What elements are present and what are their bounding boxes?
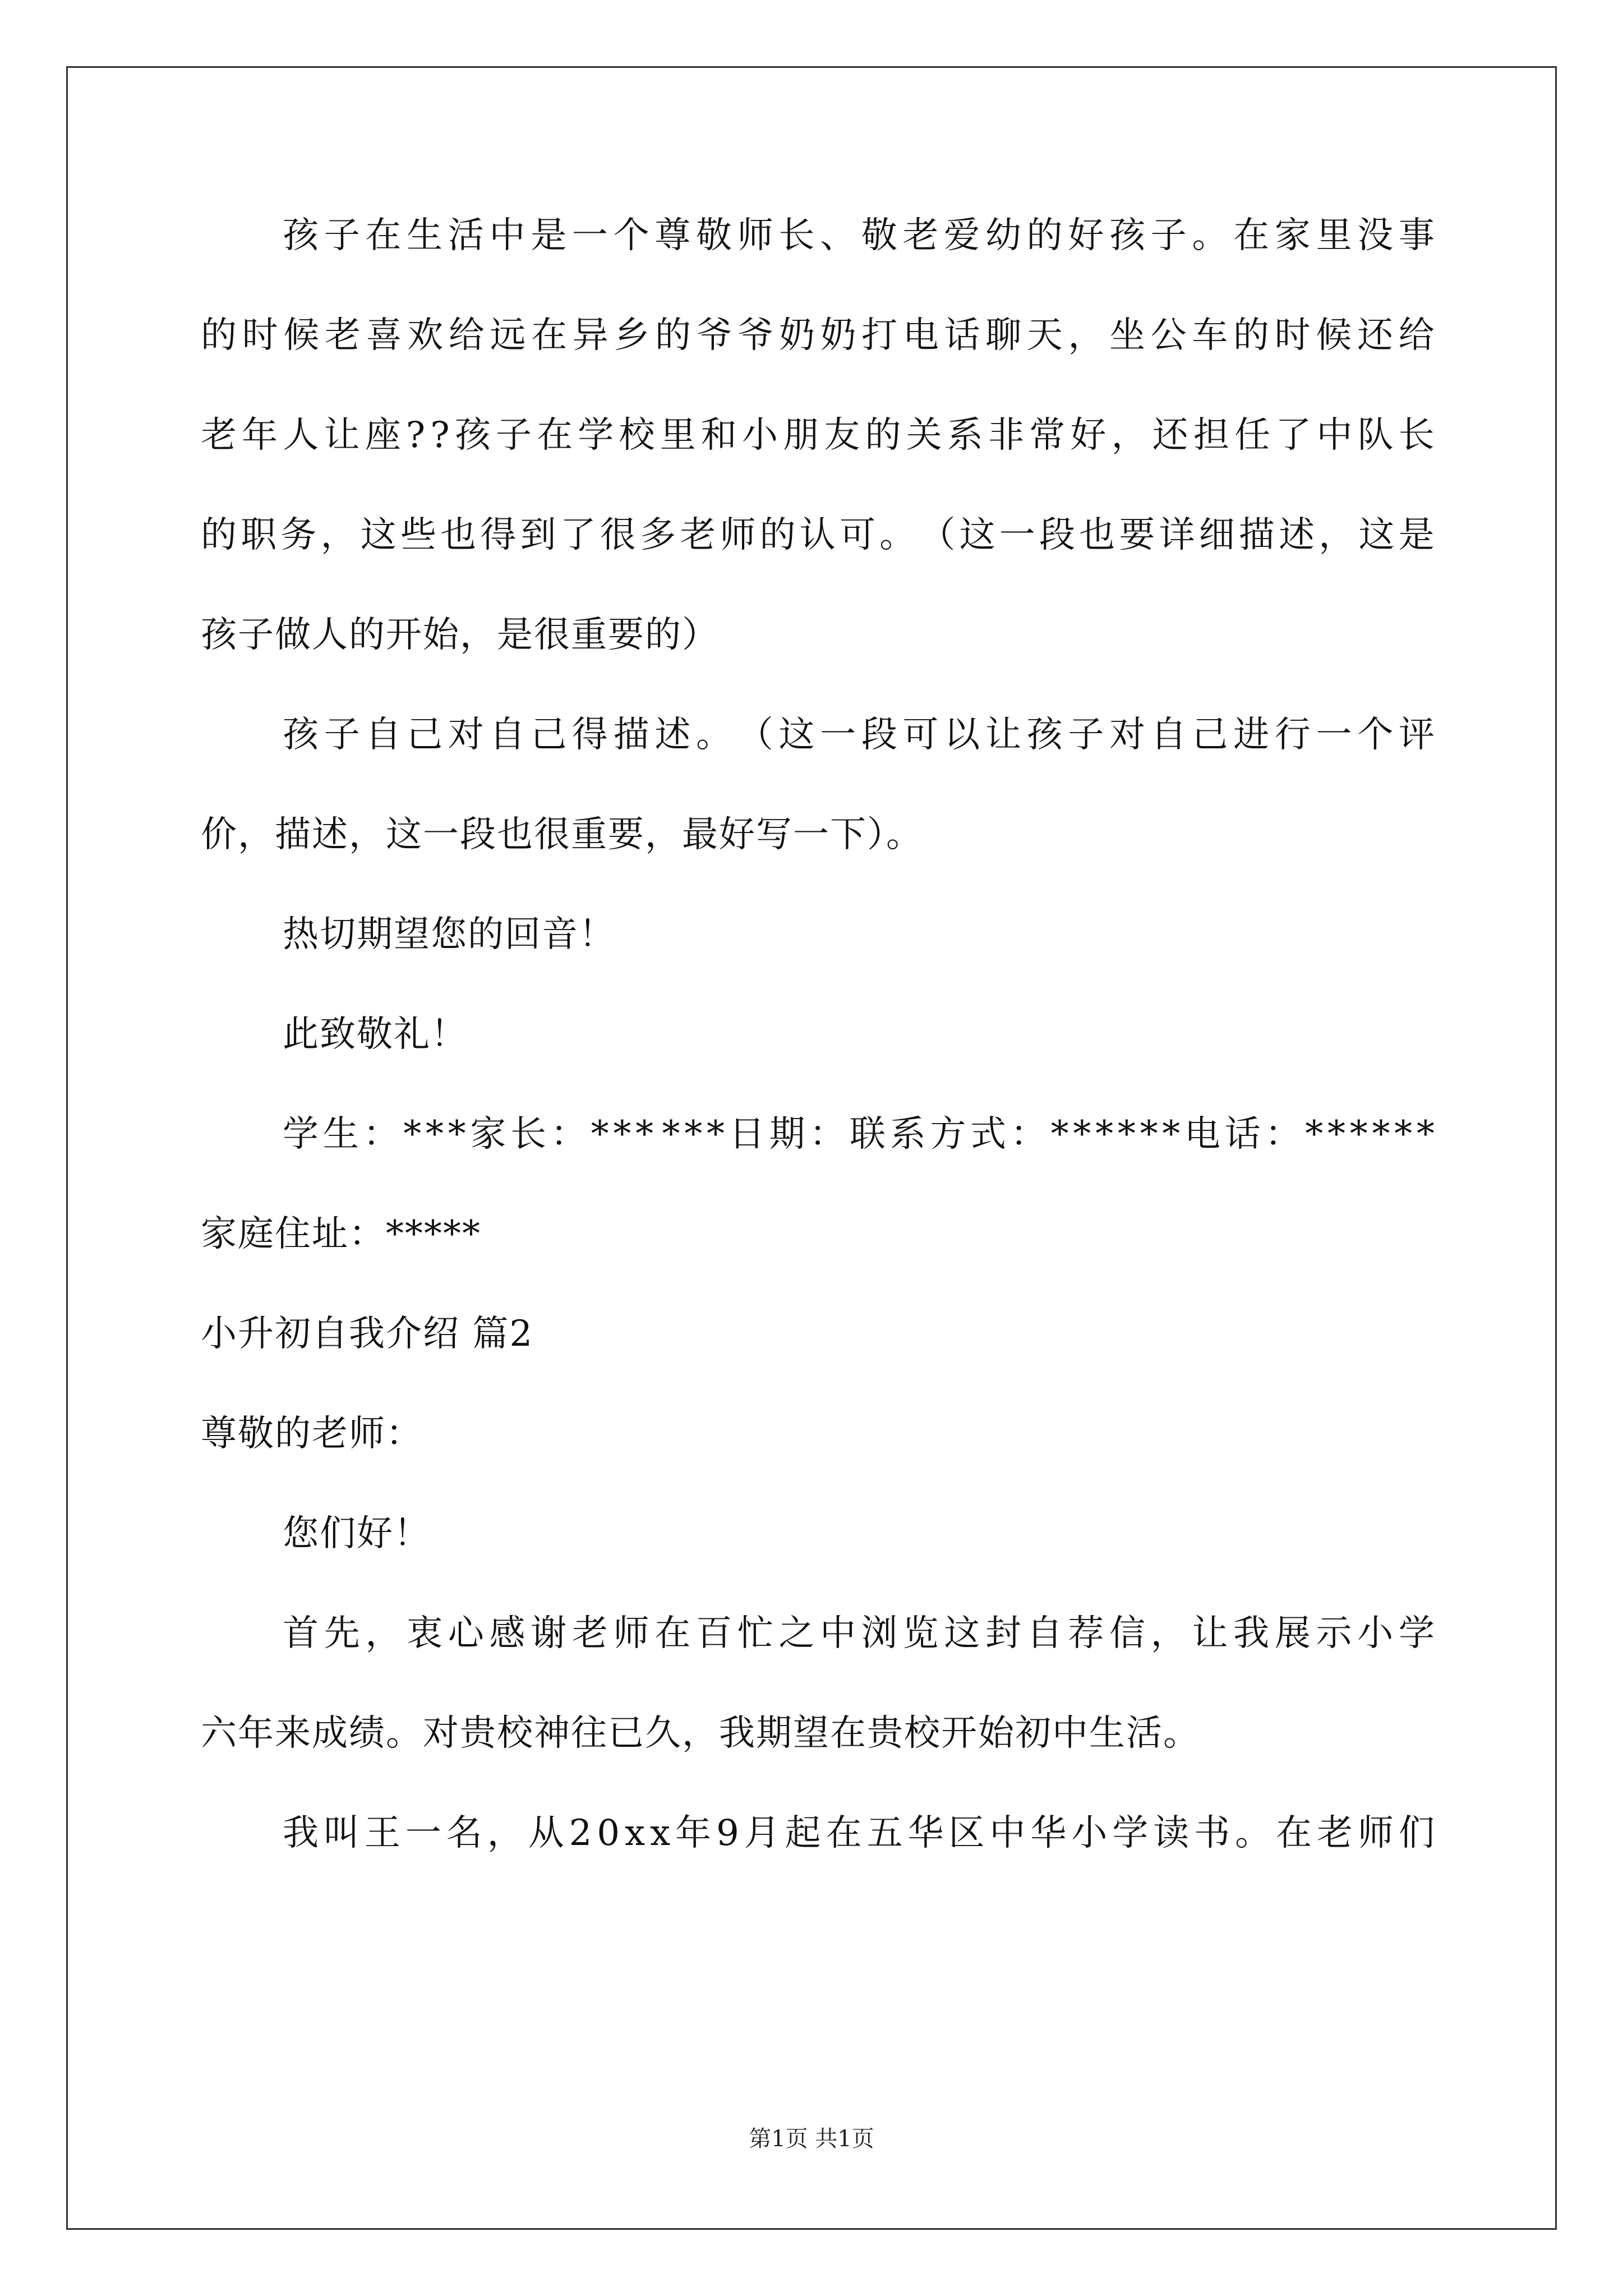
paragraph-line: 我 叫 王 一 名 ， 从 2 0 x x 年 9 月 起 在 五 华 区 中 华 小 学 读 书 。 在 老 师 们 — [283, 1812, 1435, 1854]
address-line: 家庭住址：***** — [201, 1213, 481, 1255]
paragraph-line: 孩 子 自 己 对 自 己 得 描 述 。 （ 这 一 段 可 以 让 孩 子 对 自 己 进 行 一 个 评 — [283, 714, 1435, 756]
paragraph-line: 的 职 务 ， 这 些 也 得 到 了 很 多 老 师 的 认 可 。 （ 这 一 段 也 要 详 细 描 述 ， 这 是 — [201, 514, 1435, 556]
paragraph-line: 六年来成绩。对贵校神往已久，我期望在贵校开始初中生活。 — [201, 1713, 1200, 1754]
paragraph-line: 的 时 候 老 喜 欢 给 远 在 异 乡 的 爷 爷 奶 奶 打 电 话 聊 天 ， 坐 公 车 的 时 候 还 给 — [201, 315, 1435, 356]
greeting-line: 尊敬的老师： — [201, 1413, 423, 1455]
paragraph-line: 首 先 ， 衷 心 感 谢 老 师 在 百 忙 之 中 浏 览 这 封 自 荐 信 ， 让 我 展 示 小 学 — [283, 1613, 1435, 1654]
closing-line: 热切期望您的回音！ — [283, 914, 616, 955]
document-body — [201, 215, 1435, 1915]
section-heading: 小升初自我介绍 篇2 — [201, 1313, 534, 1355]
paragraph-line: 价，描述，这一段也很重要，最好写一下）。 — [201, 814, 923, 855]
page-footer: 第1页 共1页 — [749, 2126, 874, 2152]
paragraph-line: 孩 子 在 生 活 中 是 一 个 尊 敬 师 长 、 敬 老 爱 幼 的 好 孩 子 。 在 家 里 没 事 — [283, 215, 1435, 256]
paragraph-line: 老 年 人 让 座 ? ? 孩 子 在 学 校 里 和 小 朋 友 的 关 系 非 常 好 ， 还 担 任 了 中 队 长 — [201, 415, 1435, 456]
paragraph-line: 孩子做人的开始，是很重要的） — [201, 614, 719, 656]
greeting-line: 您们好！ — [283, 1513, 431, 1554]
salutation-line: 此致敬礼！ — [283, 1014, 468, 1055]
contact-info-line: 学 生 ： * * * 家 长 ： * * * * * * 日 期 ： 联 系 方 式 ： * * * * * * 电 话 ： * * * * * * — [283, 1114, 1435, 1155]
